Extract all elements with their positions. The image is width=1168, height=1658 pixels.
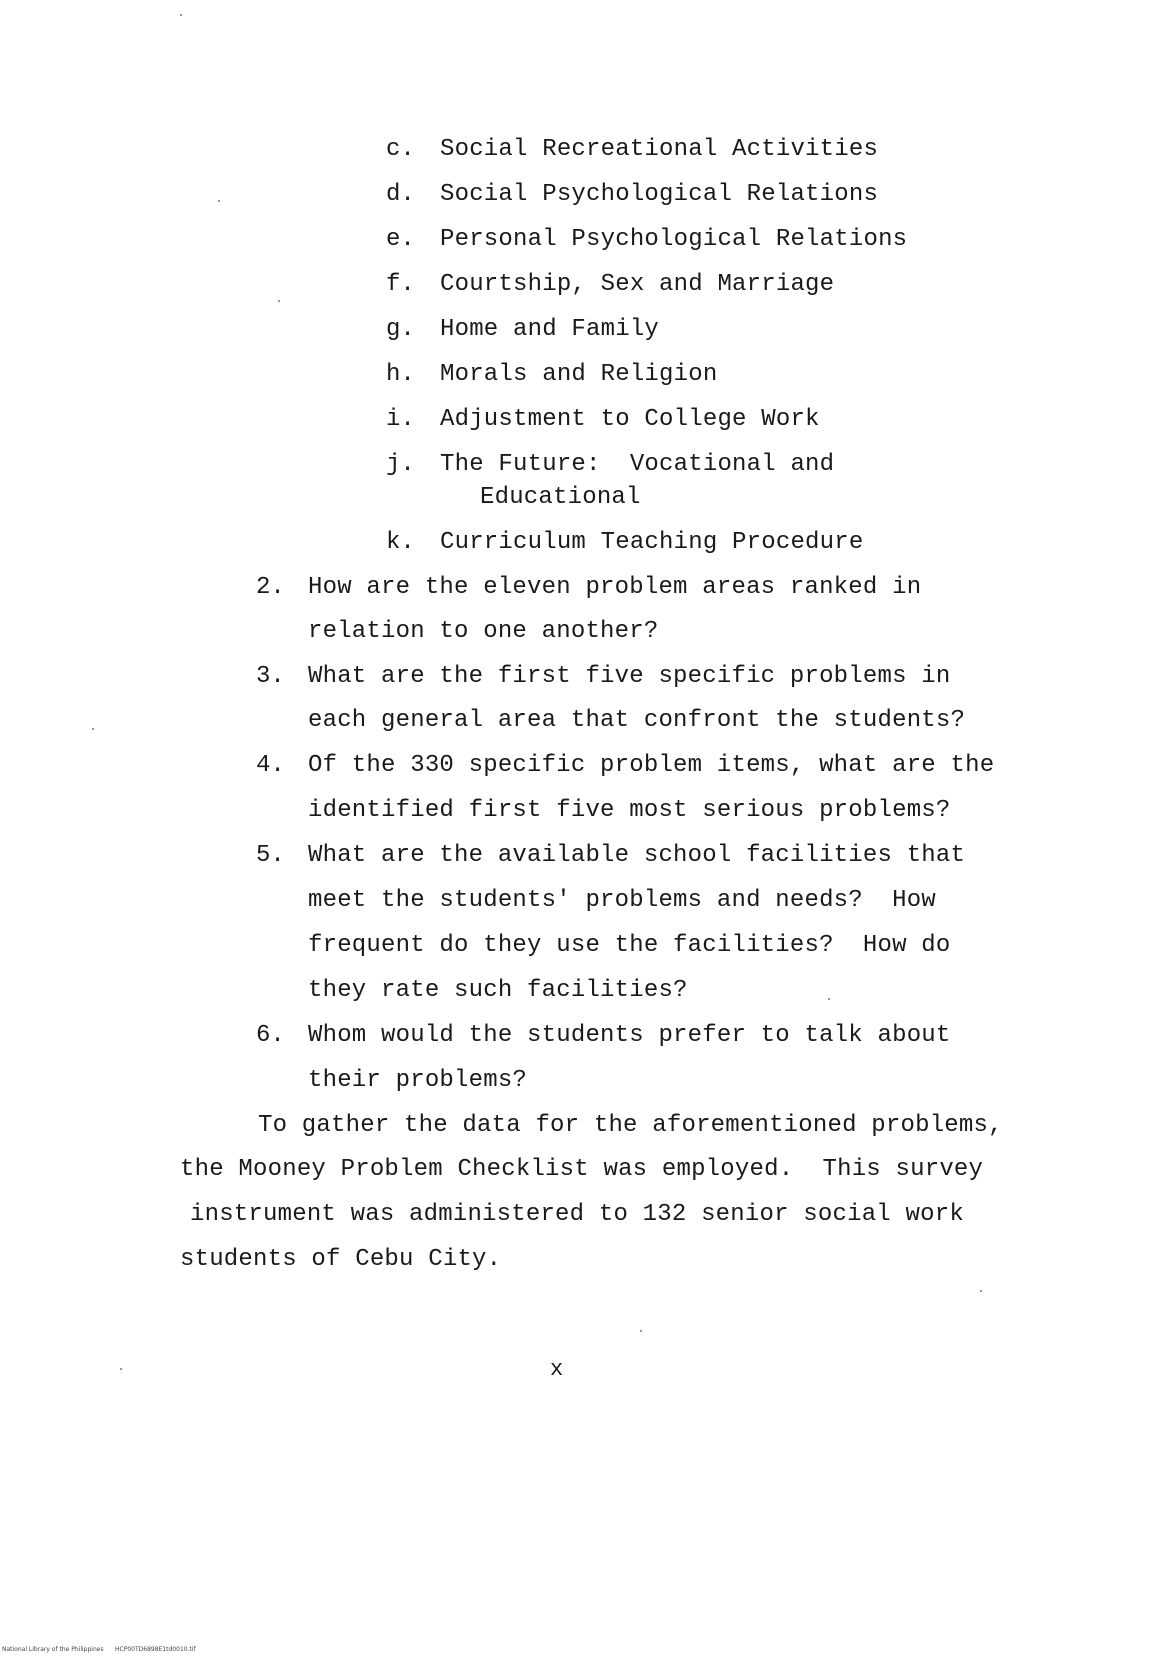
- scan-speck: [218, 200, 220, 202]
- sub-item-text: Adjustment to College Work: [440, 406, 820, 433]
- question-line: How are the eleven problem areas ranked in: [308, 574, 922, 601]
- sub-item-marker: e.: [386, 226, 415, 253]
- scan-speck: [92, 728, 94, 730]
- sub-item-text: Home and Family: [440, 316, 660, 343]
- sub-item-text: Morals and Religion: [440, 361, 718, 388]
- paragraph-line: students of Cebu City.: [180, 1246, 502, 1273]
- paragraph-line: To gather the data for the aforementioned problems,: [258, 1112, 1003, 1139]
- sub-item-marker: i.: [386, 406, 415, 433]
- question-line: they rate such facilities?: [308, 977, 688, 1004]
- scan-speck: [278, 300, 280, 302]
- sub-item-text: Social Psychological Relations: [440, 181, 879, 208]
- sub-item-marker: h.: [386, 361, 415, 388]
- sub-item-continuation: Educational: [480, 484, 641, 511]
- question-line: their problems?: [308, 1067, 528, 1094]
- sub-item-marker: f.: [386, 271, 415, 298]
- scan-speck: [828, 998, 830, 1000]
- sub-item-text: Personal Psychological Relations: [440, 226, 908, 253]
- sub-item-text: The Future: Vocational and: [440, 451, 835, 478]
- sub-item-marker: k.: [386, 529, 415, 556]
- question-line: What are the first five specific problems in: [308, 663, 951, 690]
- sub-item-text: Courtship, Sex and Marriage: [440, 271, 835, 298]
- scan-speck: [640, 1330, 642, 1332]
- sub-item-text: Social Recreational Activities: [440, 136, 879, 163]
- sub-item-marker: j.: [386, 451, 415, 478]
- question-number: 5.: [256, 842, 285, 869]
- question-line: Whom would the students prefer to talk about: [308, 1022, 951, 1049]
- question-number: 4.: [256, 752, 285, 779]
- question-line: meet the students' problems and needs? How: [308, 887, 936, 914]
- question-number: 6.: [256, 1022, 285, 1049]
- sub-item-marker: c.: [386, 136, 415, 163]
- footer-library: National Library of the Philippines: [2, 1646, 104, 1653]
- question-line: What are the available school facilities that: [308, 842, 966, 869]
- question-line: relation to one another?: [308, 618, 659, 645]
- question-number: 2.: [256, 574, 285, 601]
- paragraph-line: the Mooney Problem Checklist was employed. This survey: [180, 1156, 984, 1183]
- scan-speck: [120, 1368, 122, 1370]
- question-line: each general area that confront the students?: [308, 707, 966, 734]
- sub-item-marker: g.: [386, 316, 415, 343]
- question-number: 3.: [256, 663, 285, 690]
- question-line: identified first five most serious problems?: [308, 797, 951, 824]
- footer-file-id: HCP00TD6898E1td0010.tif: [115, 1646, 196, 1653]
- scan-speck: [980, 1290, 982, 1292]
- question-line: frequent do they use the facilities? How do: [308, 932, 951, 959]
- sub-item-marker: d.: [386, 181, 415, 208]
- scan-speck: [180, 14, 182, 16]
- question-line: Of the 330 specific problem items, what are the: [308, 752, 995, 779]
- sub-item-text: Curriculum Teaching Procedure: [440, 529, 864, 556]
- paragraph-line: instrument was administered to 132 senior social work: [190, 1201, 964, 1228]
- page-number: x: [550, 1357, 564, 1382]
- scan-footer: [2, 1646, 196, 1654]
